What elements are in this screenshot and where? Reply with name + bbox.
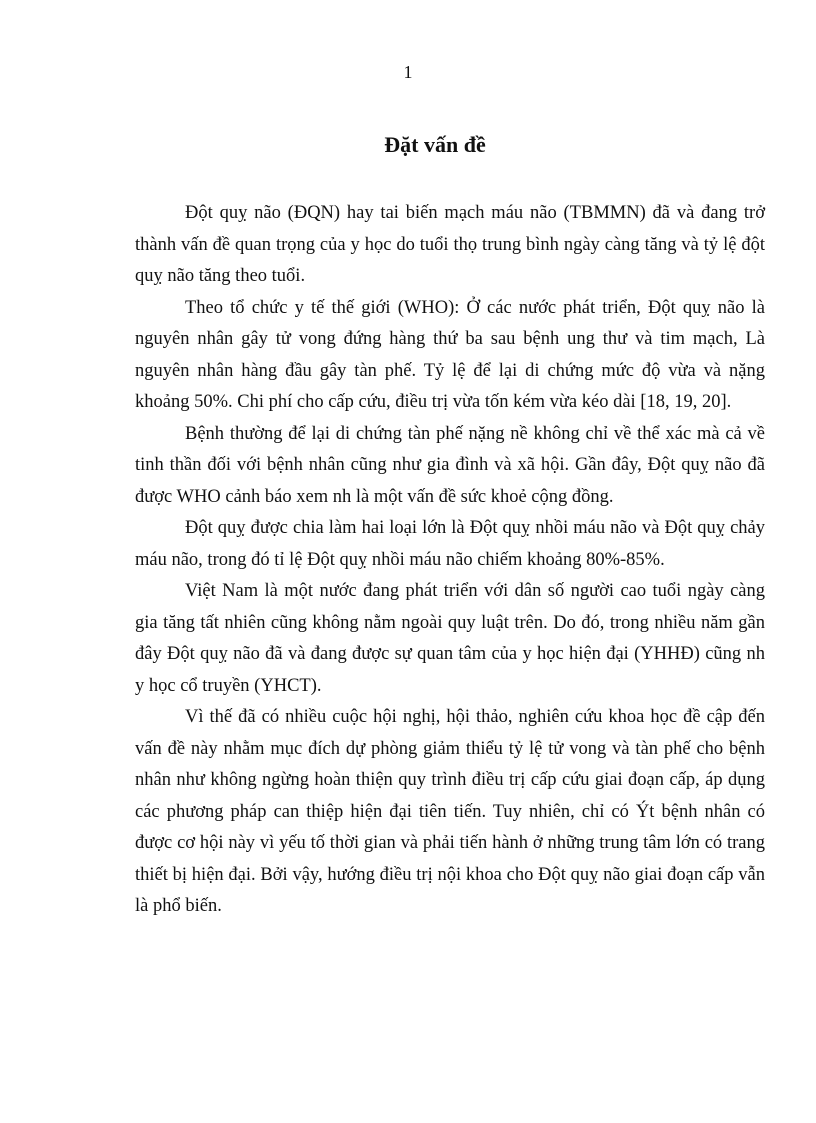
paragraph-4: Đột quỵ được chia làm hai loại lớn là Đột quỵ nhồi máu não và Đột quỵ chảy máu não, trong đó tỉ lệ Đột quỵ nhồi máu não chiếm khoảng 80%-85%.	[135, 518, 765, 570]
body-text	[135, 198, 765, 923]
page-number: 1	[403, 62, 413, 82]
paragraph-3: Bệnh thường để lại di chứng tàn phế nặng nề không chỉ về thể xác mà cả về tinh thần đối với bệnh nhân cũng như gia đình và xã hội. Gần đây, Đột quỵ não đã được WHO cảnh báo xem nh là một vấn đề sức khoẻ cộng đồng.	[135, 423, 765, 507]
paragraph-1: Đột quỵ não (ĐQN) hay tai biến mạch máu não (TBMMN) đã và đang trở thành vấn đề quan trọng của y học do tuổi thọ trung bình ngày càng tăng và tỷ lệ đột quỵ não tăng theo tuổi.	[135, 203, 765, 286]
paragraph-6: Vì thế đã có nhiều cuộc hội nghị, hội thảo, nghiên cứu khoa học đề cập đến vấn đề này nhằm mục đích dự phòng giảm thiểu tỷ lệ tử vong và tàn phế cho bệnh nhân như không ngừng hoàn thiện quy trình điều trị cấp cứu giai đoạn cấp, áp dụng các phương pháp can thiệp hiện đại tiên tiến. Tuy nhiên, chỉ có Ýt bệnh nhân có được cơ hội này vì yếu tố thời gian và phải tiến hành ở những trung tâm lớn có trang thiết bị hiện đại. Bởi vậy, hướng điều trị nội khoa cho Đột quỵ não giai đoạn cấp vẫn là phổ biến.	[135, 707, 765, 916]
paragraph-5: Việt Nam là một nước đang phát triển với dân số người cao tuổi ngày càng gia tăng tất nhiên cũng không nằm ngoài quy luật trên. Do đó, trong nhiều năm gần đây Đột quỵ não đã và đang được sự quan tâm của y học hiện đại (YHHĐ) cũng nh y học cổ truyền (YHCT).	[135, 581, 765, 696]
page-title: Đặt vấn đề	[384, 132, 486, 157]
paragraph-2: Theo tổ chức y tế thế giới (WHO): Ở các nước phát triển, Đột quỵ não là nguyên nhân gây tử vong đứng hàng thứ ba sau bệnh ung thư và tim mạch, Là nguyên nhân hàng đầu gây tàn phế. Tỷ lệ để lại di chứng mức độ vừa và nặng khoảng 50%. Chi phí cho cấp cứu, điều trị vừa tốn kém vừa kéo dài [18, 19, 20].	[135, 297, 765, 412]
